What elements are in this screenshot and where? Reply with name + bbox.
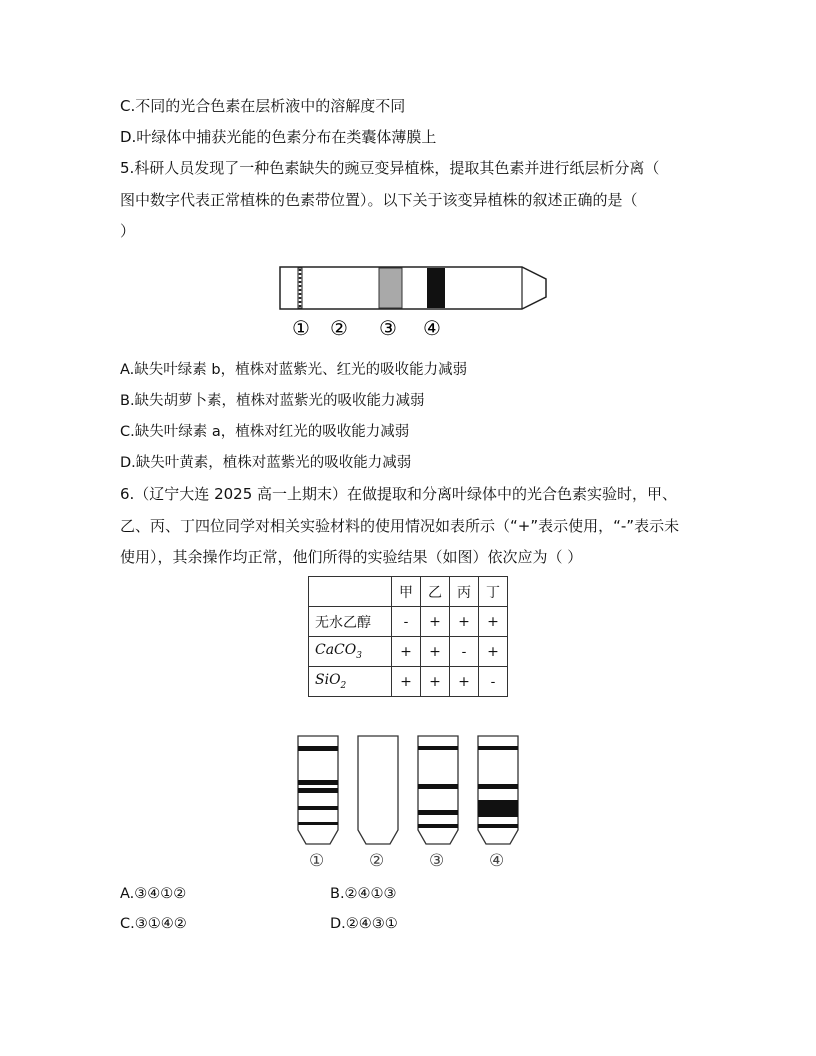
q6-option-a: A.③④①② xyxy=(120,886,187,902)
tube-2 xyxy=(358,736,398,844)
materials-table xyxy=(308,576,508,697)
row-label-ethanol: 无水乙醇 xyxy=(309,607,392,637)
tube-label-3: ③ xyxy=(429,851,445,871)
q6-option-c: C.③①④② xyxy=(120,916,187,932)
table-header-row xyxy=(309,577,508,607)
q5-stem-line3: ） xyxy=(120,222,136,240)
tube-1-band xyxy=(298,822,338,825)
table-header-bing: 丙 xyxy=(450,577,479,607)
strip-label-1: ① xyxy=(292,316,310,340)
chromatography-tubes-figure xyxy=(292,732,532,872)
strip-outline xyxy=(280,267,546,309)
chromatography-tubes xyxy=(292,732,532,872)
tube-3-band xyxy=(418,824,458,828)
table-cell: + xyxy=(450,667,479,697)
strip-band-3 xyxy=(379,268,402,308)
table-corner-cell xyxy=(309,577,392,607)
table-cell: + xyxy=(450,607,479,637)
table-cell: + xyxy=(421,607,450,637)
table-cell: + xyxy=(479,637,508,667)
prev-option-d: D.叶绿体中捕获光能的色素分布在类囊体薄膜上 xyxy=(120,128,437,146)
tube-1 xyxy=(298,736,338,844)
table-row xyxy=(309,637,508,667)
tube-1-band xyxy=(298,746,338,751)
table-row xyxy=(309,607,508,637)
q6-stem-line1: 6.（辽宁大连 2025 高一上期末）在做提取和分离叶绿体中的光合色素实验时，甲、 xyxy=(120,485,678,503)
q5-option-b: B.缺失胡萝卜素，植株对蓝紫光的吸收能力减弱 xyxy=(120,393,425,409)
table-header-jia: 甲 xyxy=(392,577,421,607)
table-cell: - xyxy=(479,667,508,697)
tube-3-band xyxy=(418,746,458,750)
chromatography-strip-figure xyxy=(278,263,550,343)
tube-label-1: ① xyxy=(309,851,325,871)
tube-4 xyxy=(478,736,518,844)
q5-stem-line1: 5.科研人员发现了一种色素缺失的豌豆变异植株，提取其色素并进行纸层析分离（ xyxy=(120,159,660,177)
q6-option-d: D.②④③① xyxy=(330,916,398,932)
table-header-yi: 乙 xyxy=(421,577,450,607)
strip-label-4: ④ xyxy=(423,316,441,340)
strip-label-2: ② xyxy=(330,316,348,340)
tube-label-2: ② xyxy=(369,851,385,871)
q6-option-b: B.②④①③ xyxy=(330,886,397,902)
tube-3 xyxy=(418,736,458,844)
table-cell: + xyxy=(421,667,450,697)
table-cell: + xyxy=(421,637,450,667)
strip-band-4 xyxy=(427,268,445,308)
tube-1-band xyxy=(298,788,338,793)
tube-4-band xyxy=(478,800,518,817)
table-cell: - xyxy=(450,637,479,667)
prev-option-c: C.不同的光合色素在层析液中的溶解度不同 xyxy=(120,97,406,115)
table-cell: + xyxy=(392,637,421,667)
tube-4-band xyxy=(478,824,518,828)
tube-1-band xyxy=(298,780,338,785)
tube-label-4: ④ xyxy=(489,851,505,871)
tube-1-band xyxy=(298,806,338,810)
table-row xyxy=(309,667,508,697)
tube-4-band xyxy=(478,784,518,789)
q5-option-c: C.缺失叶绿素 a，植株对红光的吸收能力减弱 xyxy=(120,424,410,440)
row-label-sio2: SiO$_2$ xyxy=(309,667,392,697)
tube-3-band xyxy=(418,784,458,789)
row-label-caco3: CaCO$_3$ xyxy=(309,637,392,667)
table-cell: + xyxy=(479,607,508,637)
q6-stem-line2: 乙、丙、丁四位同学对相关实验材料的使用情况如表所示（“+”表示使用，“-”表示未 xyxy=(120,517,680,535)
tube-3-band xyxy=(418,810,458,815)
table-cell: - xyxy=(392,607,421,637)
table-cell: + xyxy=(392,667,421,697)
table-header-ding: 丁 xyxy=(479,577,508,607)
q5-option-d: D.缺失叶黄素，植株对蓝紫光的吸收能力减弱 xyxy=(120,455,412,471)
strip-label-3: ③ xyxy=(379,316,397,340)
q5-option-a: A.缺失叶绿素 b，植株对蓝紫光、红光的吸收能力减弱 xyxy=(120,362,468,378)
chromatography-strip xyxy=(278,263,550,343)
q5-stem-line2: 图中数字代表正常植株的色素带位置）。以下关于该变异植株的叙述正确的是（ xyxy=(120,191,638,209)
q6-stem-line3: 使用），其余操作均正常，他们所得的实验结果（如图）依次应为（ ） xyxy=(120,548,583,566)
tube-4-band xyxy=(478,746,518,750)
